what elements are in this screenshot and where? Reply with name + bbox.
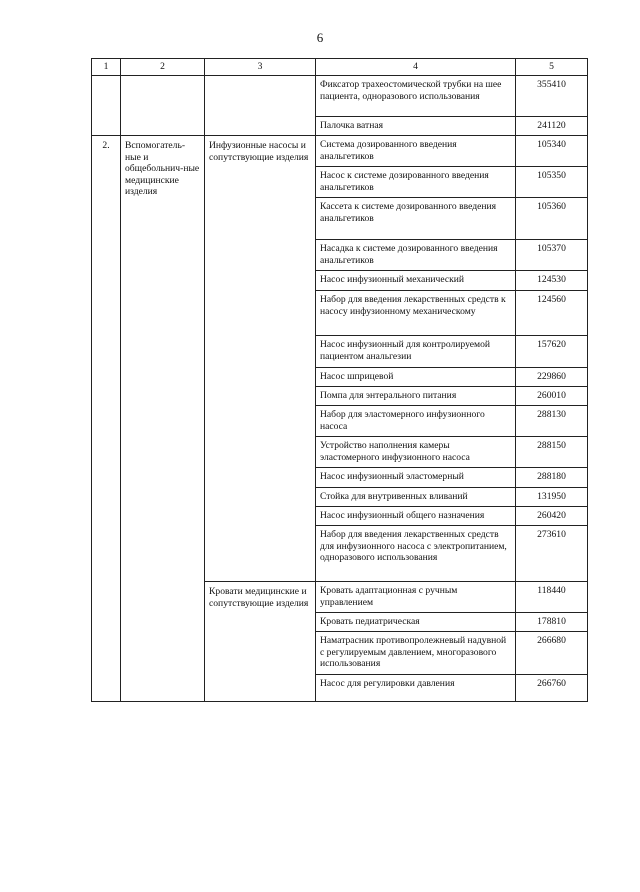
medical-devices-table bbox=[91, 58, 588, 702]
table-row bbox=[92, 76, 588, 117]
item-name: Система дозированного введения анальгетиков bbox=[316, 136, 516, 167]
item-code: 266680 bbox=[516, 632, 588, 675]
item-name: Насос для регулировки давления bbox=[316, 675, 516, 702]
item-name: Кассета к системе дозированного введения анальгетиков bbox=[316, 198, 516, 240]
empty-cell bbox=[92, 76, 121, 136]
item-name: Кровать педиатрическая bbox=[316, 613, 516, 632]
column-header: 2 bbox=[121, 59, 205, 76]
item-name: Насос инфузионный эластомерный bbox=[316, 468, 516, 488]
column-header: 3 bbox=[205, 59, 316, 76]
item-code: 288180 bbox=[516, 468, 588, 488]
item-code: 124560 bbox=[516, 291, 588, 336]
item-name: Насос инфузионный для контролируемой пациентом анальгезии bbox=[316, 336, 516, 368]
item-code: 105360 bbox=[516, 198, 588, 240]
empty-cell bbox=[205, 76, 316, 136]
column-header: 4 bbox=[316, 59, 516, 76]
item-code: 260420 bbox=[516, 507, 588, 526]
item-name: Насос шприцевой bbox=[316, 368, 516, 387]
item-code: 124530 bbox=[516, 271, 588, 291]
item-code: 131950 bbox=[516, 488, 588, 507]
item-name: Палочка ватная bbox=[316, 117, 516, 136]
item-name: Кровать адаптационная с ручным управлением bbox=[316, 582, 516, 613]
empty-cell bbox=[121, 76, 205, 136]
page-number: 6 bbox=[316, 30, 324, 45]
item-code: 273610 bbox=[516, 526, 588, 582]
column-header: 1 bbox=[92, 59, 121, 76]
item-name: Набор для введения лекарственных средств к насосу инфузионному механическому bbox=[316, 291, 516, 336]
item-name: Наматрасник противопролежневый надувной с регулируемым давлением, многоразового использования bbox=[316, 632, 516, 675]
item-name: Фиксатор трахеостомической трубки на шее пациента, одноразового использования bbox=[316, 76, 516, 117]
item-name: Насос инфузионный механический bbox=[316, 271, 516, 291]
group-title: Кровати медицинские и сопутствующие изделия bbox=[205, 582, 316, 702]
item-name: Насос к системе дозированного введения анальгетиков bbox=[316, 167, 516, 198]
table-header-row bbox=[92, 59, 588, 76]
item-code: 241120 bbox=[516, 117, 588, 136]
item-name: Насос инфузионный общего назначения bbox=[316, 507, 516, 526]
item-code: 355410 bbox=[516, 76, 588, 117]
section-title: Вспомогатель-ные и общебольнич-ные медицинские изделия bbox=[121, 136, 205, 702]
item-code: 105370 bbox=[516, 240, 588, 271]
item-name: Набор для введения лекарственных средств для инфузионного насоса с электропитанием, одноразового использования bbox=[316, 526, 516, 582]
item-code: 118440 bbox=[516, 582, 588, 613]
item-code: 105350 bbox=[516, 167, 588, 198]
item-code: 157620 bbox=[516, 336, 588, 368]
item-name: Набор для эластомерного инфузионного насоса bbox=[316, 406, 516, 437]
table-row bbox=[92, 136, 588, 167]
item-code: 288150 bbox=[516, 437, 588, 468]
item-code: 260010 bbox=[516, 387, 588, 406]
section-number: 2. bbox=[92, 136, 121, 702]
group-title: Инфузионные насосы и сопутствующие изделия bbox=[205, 136, 316, 582]
item-code: 288130 bbox=[516, 406, 588, 437]
item-name: Устройство наполнения камеры эластомерного инфузионного насоса bbox=[316, 437, 516, 468]
item-code: 105340 bbox=[516, 136, 588, 167]
column-header: 5 bbox=[516, 59, 588, 76]
item-name: Стойка для внутривенных вливаний bbox=[316, 488, 516, 507]
item-code: 229860 bbox=[516, 368, 588, 387]
item-code: 266760 bbox=[516, 675, 588, 702]
item-name: Помпа для энтерального питания bbox=[316, 387, 516, 406]
item-code: 178810 bbox=[516, 613, 588, 632]
item-name: Насадка к системе дозированного введения анальгетиков bbox=[316, 240, 516, 271]
